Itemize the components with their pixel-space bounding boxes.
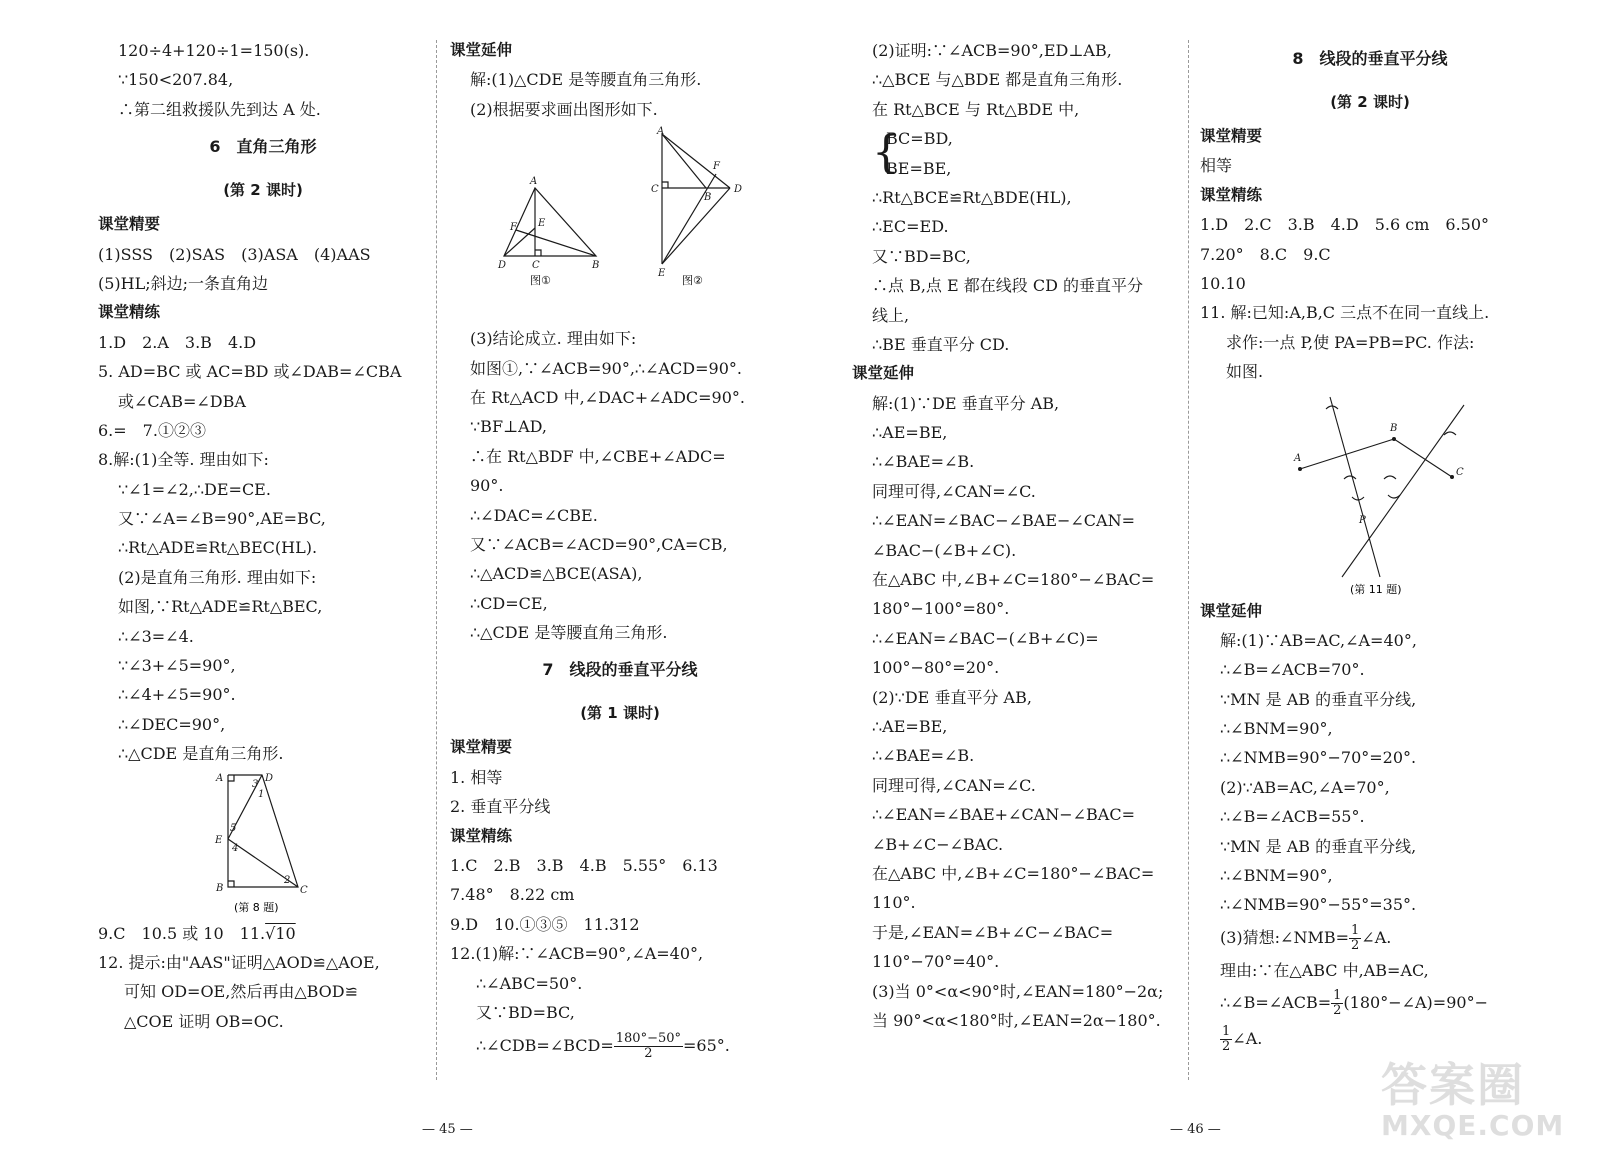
text-line: 相等	[1200, 156, 1233, 176]
fig2-label-C: C	[651, 184, 659, 196]
watermark-text: 答案圈	[1381, 1058, 1525, 1112]
text-line: ∴Rt△ADE≌Rt△BEC(HL).	[118, 538, 318, 558]
text-line: 又∵∠A=∠B=90°,AE=BC,	[118, 509, 326, 529]
text-line: ∴点 B,点 E 都在线段 CD 的垂直平分	[872, 276, 1144, 296]
fig1-label-F: F	[510, 222, 517, 234]
text-line: 120÷4+120÷1=150(s).	[118, 41, 310, 60]
text-line: ∴第二组救援队先到达 A 处.	[118, 99, 321, 119]
fig11-label-B: B	[1390, 422, 1398, 434]
text-line: ∴AE=BE,	[872, 717, 948, 736]
text-line: 1. 相等	[450, 767, 503, 787]
text-line: 180°−100°=80°.	[872, 599, 1010, 619]
text-line: ∴在 Rt△BDF 中,∠CBE+∠ADC=	[470, 446, 726, 466]
figure-problem-11-diagram	[1200, 387, 1540, 597]
text-line: (1)SSS (2)SAS (3)ASA (4)AAS	[98, 244, 371, 264]
text-line: ∴∠ABC=50°.	[476, 973, 583, 993]
text-line: 1.D 2.A 3.B 4.D	[98, 332, 257, 352]
figures-diagram	[450, 124, 790, 324]
text-line: 在△ABC 中,∠B+∠C=180°−∠BAC=	[872, 570, 1155, 590]
lesson-subtitle: (第 1 课时)	[580, 704, 660, 723]
text-line: ∴CD=CE,	[470, 593, 548, 613]
sqrt-10: √10	[265, 923, 296, 943]
text-line: 又∵BD=BC,	[476, 1002, 575, 1022]
text-line: 5. AD=BC 或 AC=BD 或∠DAB=∠CBA	[98, 362, 402, 382]
heading-yanshen: 课堂延伸	[852, 364, 915, 383]
heading-jinglian: 课堂精练	[450, 826, 513, 845]
text-line: 7.20° 8.C 9.C	[1200, 244, 1331, 264]
fig11-label-P: P	[1359, 514, 1366, 526]
text-line: ∴∠DAC=∠CBE.	[470, 505, 598, 525]
text-line: 1.D 2.C 3.B 4.D 5.6 cm 6.50°	[1200, 215, 1490, 235]
text-line: ∴∠CDB=∠BCD= $\frac{180^\circ-50^\circ}{2}$ =65°.	[476, 1031, 730, 1062]
text-line: 10.10	[1200, 273, 1246, 293]
text-line: ∴△ACD≌△BCE(ASA),	[470, 564, 643, 584]
text-line: 解:(1)△CDE 是等腰直角三角形.	[470, 70, 702, 90]
column-4	[1200, 36, 1540, 1057]
text-line: (2)∵DE 垂直平分 AB,	[872, 687, 1032, 707]
heading-jingyao: 课堂精要	[98, 215, 161, 234]
text-line: ∴AE=BE,	[872, 423, 948, 443]
text-line: (2)根据要求画出图形如下.	[470, 99, 658, 119]
text-line: 解:(1)∵DE 垂直平分 AB,	[872, 393, 1060, 413]
text-line: 同理可得,∠CAN=∠C.	[872, 775, 1036, 795]
watermark-url: MXQE.COM	[1381, 1109, 1565, 1142]
label-1: 1	[258, 788, 265, 800]
text-line: ∴∠DEC=90°,	[118, 714, 226, 734]
text-line: BC=BD,	[886, 129, 953, 149]
text-line: 求作:一点 P,使 PA=PB=PC. 作法:	[1226, 332, 1475, 352]
text-line: (2)证明:∵∠ACB=90°,ED⊥AB,	[872, 41, 1112, 60]
label-3: 3	[252, 778, 259, 790]
column-2	[450, 36, 790, 1065]
heading-jinglian: 课堂精练	[98, 303, 161, 322]
fig2-label-F: F	[713, 161, 720, 173]
text-line: BE=BE,	[886, 158, 952, 178]
text-line: (2)∵AB=AC,∠A=70°,	[1220, 777, 1390, 797]
brace: {	[872, 127, 900, 179]
text-line: 在 Rt△ACD 中,∠DAC+∠ADC=90°.	[470, 387, 745, 407]
column-1	[98, 36, 428, 1036]
text-line: 在 Rt△BCE 与 Rt△BDE 中,	[872, 99, 1080, 119]
figure-1-caption: 图①	[530, 274, 551, 288]
fig2-label-B: B	[704, 192, 712, 204]
text-line: ∴∠BNM=90°,	[1220, 866, 1333, 886]
label-D: D	[265, 772, 274, 784]
text-line: 又∵BD=BC,	[872, 246, 971, 266]
text-line: ∵MN 是 AB 的垂直平分线,	[1220, 689, 1417, 709]
text-line: ∠B+∠C−∠BAC.	[872, 834, 1004, 854]
fig1-label-C: C	[532, 260, 540, 272]
figure-problem-11	[1200, 387, 1540, 597]
section-title: 6 直角三角形	[209, 137, 317, 157]
text-line: ∴EC=ED.	[872, 217, 949, 237]
text-line: 同理可得,∠CAN=∠C.	[872, 481, 1036, 501]
text-line: (2)是直角三角形. 理由如下:	[118, 567, 317, 587]
text-line: ∴△BCE 与△BDE 都是直角三角形.	[872, 70, 1123, 90]
text-line: 90°.	[470, 476, 504, 496]
figure-problem-8-diagram	[98, 769, 428, 919]
fig11-label-A: A	[1294, 452, 1302, 464]
text-line: ∵∠1=∠2,∴DE=CE.	[118, 479, 271, 499]
figure-problem-8	[98, 769, 428, 919]
text-line: 理由:∵在△ABC 中,AB=AC,	[1220, 960, 1429, 980]
text-line: 线上,	[872, 305, 910, 325]
fig2-label-D: D	[734, 184, 743, 196]
figures-1-2	[450, 124, 790, 324]
text-line: 2. 垂直平分线	[450, 797, 551, 817]
text-line: ∴∠4+∠5=90°.	[118, 685, 236, 705]
label-E: E	[215, 834, 223, 846]
fig11-label-C: C	[1456, 466, 1464, 478]
label-5: 5	[230, 822, 237, 834]
text-line: 于是,∠EAN=∠B+∠C−∠BAC=	[872, 922, 1114, 942]
text-line: (5)HL;斜边;一条直角边	[98, 273, 269, 293]
fig1-label-A: A	[530, 176, 538, 188]
figure-2-caption: 图②	[682, 274, 703, 288]
text-line: 7.48° 8.22 cm	[450, 885, 575, 905]
heading-jinglian: 课堂精练	[1200, 185, 1263, 204]
label-A: A	[216, 772, 224, 784]
fraction-half: $\frac{1}{2}$	[1333, 988, 1342, 1019]
text-line: ∴∠B=∠ACB= $\frac{1}{2}$ (180°−∠A)=90°−	[1220, 988, 1488, 1019]
text-line: ∴∠NMB=90°−70°=20°.	[1220, 748, 1417, 768]
text-line: ∴Rt△BCE≌Rt△BDE(HL),	[872, 187, 1072, 207]
text-line: (3)当 0°<α<90°时,∠EAN=180°−2α;	[872, 981, 1164, 1001]
text-line: 100°−80°=20°.	[872, 658, 1000, 678]
text-line: 如图①,∵∠ACB=90°,∴∠ACD=90°.	[470, 358, 742, 378]
label-4: 4	[232, 842, 239, 854]
section-title: 8 线段的垂直平分线	[1292, 49, 1448, 68]
text-line: ∵∠3+∠5=90°,	[118, 656, 236, 676]
column-divider	[436, 40, 437, 1080]
text-line: ∴∠B=∠ACB=55°.	[1220, 807, 1365, 827]
text-line: (3)结论成立. 理由如下:	[470, 329, 637, 349]
heading-yanshen: 课堂延伸	[1200, 601, 1263, 620]
fraction-half: $\frac{1}{2}$	[1222, 1024, 1231, 1055]
text-line: ∵150<207.84,	[118, 70, 234, 90]
text-line: 如图.	[1226, 362, 1264, 382]
label-C: C	[300, 884, 308, 896]
column-divider	[1188, 40, 1189, 1080]
figure-caption: (第 8 题)	[234, 900, 279, 914]
heading-jingyao: 课堂精要	[450, 738, 513, 757]
text-line: 解:(1)∵AB=AC,∠A=40°,	[1220, 630, 1417, 650]
text-line: 在△ABC 中,∠B+∠C=180°−∠BAC=	[872, 863, 1155, 883]
fraction: $\frac{180^\circ-50^\circ}{2}$	[615, 1031, 682, 1062]
text-line: 110°−70°=40°.	[872, 952, 1000, 972]
text-line: 8.解:(1)全等. 理由如下:	[98, 450, 269, 470]
text-line: ∵MN 是 AB 的垂直平分线,	[1220, 836, 1417, 856]
text-line: 又∵∠ACB=∠ACD=90°,CA=CB,	[470, 534, 728, 554]
text-line: ∴∠EAN=∠BAC−∠BAE−∠CAN=	[872, 511, 1136, 531]
text-line: ∴BE 垂直平分 CD.	[872, 334, 1010, 354]
text-line: 9.C 10.5 或 10 11.√10	[98, 923, 296, 943]
fraction-half: $\frac{1}{2}$	[1351, 922, 1360, 953]
text-line: 110°.	[872, 893, 916, 913]
text-line: 可知 OD=OE,然后再由△BOD≌	[124, 982, 359, 1002]
text-line: 如图,∵Rt△ADE≌Rt△BEC,	[118, 597, 323, 617]
fig1-label-E: E	[538, 218, 546, 230]
fig1-label-D: D	[498, 260, 507, 272]
text-line: ∴∠BAE=∠B.	[872, 746, 975, 766]
text-line: 6.= 7.①②③	[98, 420, 206, 440]
text-line: ∴∠3=∠4.	[118, 626, 194, 646]
page-number-45: — 45 —	[422, 1122, 473, 1137]
figure-caption: (第 11 题)	[1350, 582, 1402, 596]
page-number-46: — 46 —	[1170, 1122, 1221, 1137]
heading-jingyao: 课堂精要	[1200, 127, 1263, 145]
text-line: 12. 提示:由"AAS"证明△AOD≌△AOE,	[98, 952, 380, 972]
brace-system	[852, 124, 1187, 183]
text-line: ∵BF⊥AD,	[470, 417, 547, 437]
text-line: 或∠CAB=∠DBA	[118, 391, 246, 411]
heading-yanshen: 课堂延伸	[450, 41, 513, 59]
text-line: ∴∠BAE=∠B.	[872, 452, 975, 472]
text-line: 12.(1)解:∵∠ACB=90°,∠A=40°,	[450, 944, 704, 964]
fig1-label-B: B	[592, 260, 600, 272]
text-line: △COE 证明 OB=OC.	[124, 1011, 284, 1031]
text-line: ∠BAC−(∠B+∠C).	[872, 540, 1017, 560]
text-line: 当 90°<α<180°时,∠EAN=2α−180°.	[872, 1010, 1161, 1030]
section-title: 7 线段的垂直平分线	[542, 660, 698, 680]
text-line: ∴∠NMB=90°−55°=35°.	[1220, 895, 1417, 915]
text-line: ∴∠EAN=∠BAE+∠CAN−∠BAC=	[872, 805, 1136, 825]
label-2: 2	[284, 874, 291, 886]
fig2-label-E: E	[658, 268, 666, 280]
text-line: ∴∠EAN=∠BAC−(∠B+∠C)=	[872, 628, 1099, 648]
text-line: 11. 解:已知:A,B,C 三点不在同一直线上.	[1200, 303, 1490, 323]
text-line: ∴△CDE 是等腰直角三角形.	[470, 623, 668, 643]
text-line: ∴∠BNM=90°,	[1220, 719, 1333, 739]
text-line: $\frac{1}{2}$ ∠A.	[1222, 1024, 1263, 1055]
text-line: (3)猜想:∠NMB= $\frac{1}{2}$ ∠A.	[1220, 922, 1392, 953]
fig2-label-A: A	[657, 126, 665, 138]
text-line: 1.C 2.B 3.B 4.B 5.55° 6.13	[450, 856, 718, 876]
column-3	[852, 36, 1187, 1035]
label-B: B	[216, 882, 224, 894]
text-line: ∴△CDE 是直角三角形.	[118, 744, 284, 764]
lesson-subtitle: (第 2 课时)	[1330, 93, 1410, 111]
text-line: ∴∠B=∠ACB=70°.	[1220, 660, 1365, 680]
text-line: 9.D 10.①③⑤ 11.312	[450, 914, 640, 934]
lesson-subtitle: (第 2 课时)	[223, 181, 303, 200]
watermark-logo	[1381, 1049, 1586, 1144]
